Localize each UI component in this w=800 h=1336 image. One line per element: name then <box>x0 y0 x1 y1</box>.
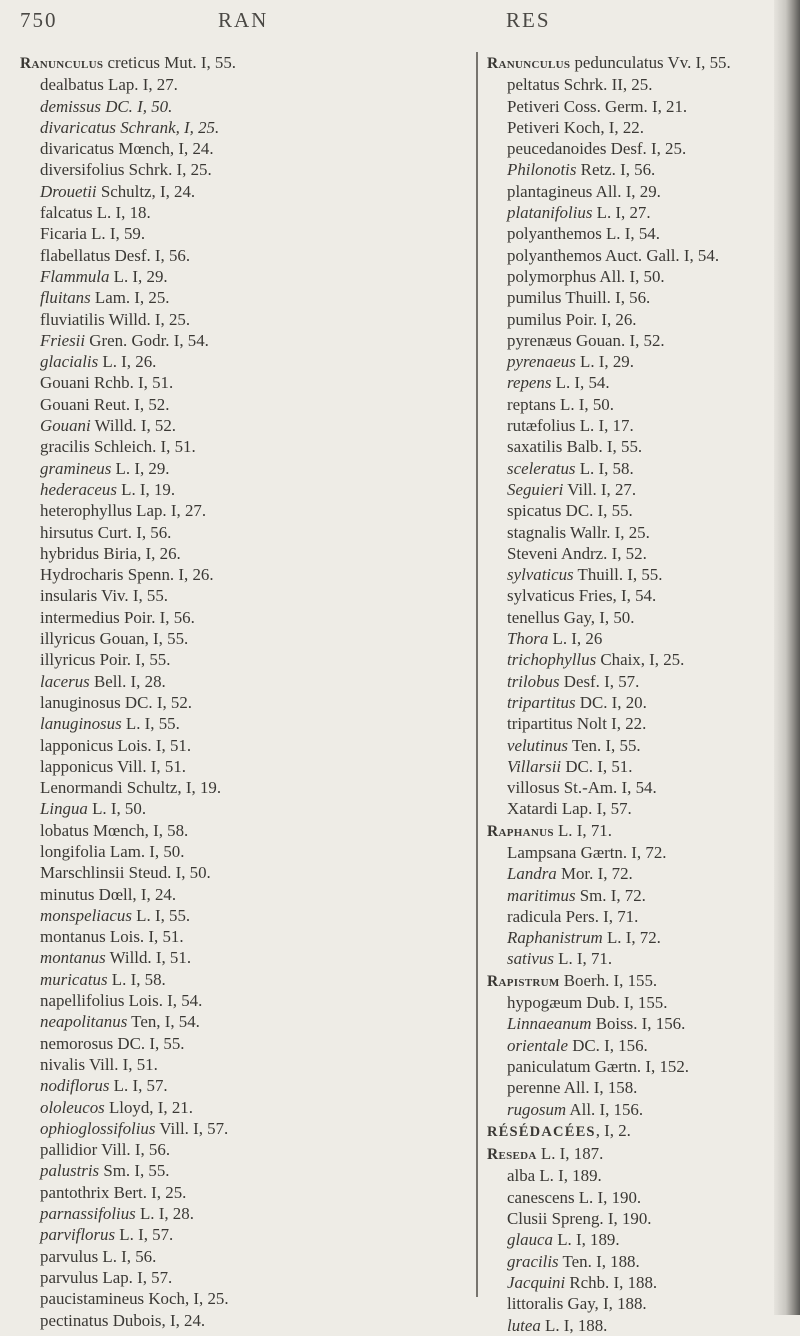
index-entry <box>20 777 420 798</box>
species-name-italic: repens <box>507 373 552 393</box>
species-name-italic: Landra <box>507 864 557 884</box>
index-entry <box>487 202 777 223</box>
species-name-italic: rugosum <box>507 1099 567 1119</box>
column-divider <box>476 52 478 1297</box>
index-entry <box>487 1077 777 1098</box>
species-name-italic: lanuginosus <box>40 714 122 734</box>
species-name-italic: nodiflorus <box>40 1076 110 1096</box>
entry-text: polyanthemos L. I, 54. <box>507 224 660 244</box>
species-name-italic: Philonotis <box>507 160 577 180</box>
species-name-italic: Flammula <box>40 266 110 286</box>
index-entry <box>20 287 420 308</box>
entry-text: Marschlinsii Steud. I, 50. <box>40 863 211 883</box>
entry-text: falcatus L. I, 18. <box>40 203 151 223</box>
species-name-italic: muricatus <box>40 969 108 989</box>
index-entry <box>20 947 420 968</box>
species-name-italic: pyrenaeus <box>507 352 576 372</box>
entry-text: Petiveri Koch, I, 22. <box>507 117 644 137</box>
species-name-italic: orientale <box>507 1035 568 1055</box>
index-entry <box>487 649 777 670</box>
entry-text: spicatus DC. I, 55. <box>507 501 633 521</box>
entry-text: canescens L. I, 190. <box>507 1187 642 1207</box>
index-entry <box>487 1143 777 1165</box>
entry-text: nemorosus DC. I, 55. <box>40 1033 185 1053</box>
left-running-head: RAN <box>218 8 269 32</box>
index-entry <box>487 479 777 500</box>
entry-text: intermedius Poir. I, 56. <box>40 607 195 627</box>
entry-text: pedunculatus Vv. I, 55. <box>570 53 731 72</box>
index-entry <box>487 52 777 74</box>
entry-text: L. I, 187. <box>536 1144 604 1164</box>
species-name-italic: Lingua <box>40 799 88 819</box>
entry-text: Boerh. I, 155. <box>559 970 658 990</box>
index-entry <box>487 1035 777 1056</box>
species-name-italic: parnassifolius <box>40 1204 136 1224</box>
species-name-italic: ophioglossifolius <box>40 1118 156 1138</box>
entry-text: L. I, 19. <box>116 479 176 499</box>
entry-text: Sm. I, 72. <box>575 885 646 905</box>
species-name-italic: Thora <box>507 629 549 649</box>
entry-text: hybridus Biria, I, 26. <box>40 543 181 563</box>
index-entry <box>20 990 420 1011</box>
index-entry <box>487 585 777 606</box>
index-entry <box>20 309 420 330</box>
entry-text: fluviatilis Willd. I, 25. <box>40 309 191 329</box>
entry-text: demissus DC. I, 50. <box>40 96 173 116</box>
entry-text: illyricus Poir. I, 55. <box>40 650 171 670</box>
index-entry <box>487 1293 777 1314</box>
species-name-italic: gramineus <box>40 458 112 478</box>
index-entry <box>20 500 420 521</box>
entry-text: Lam. I, 25. <box>90 288 170 308</box>
entry-text: lanuginosus DC. I, 52. <box>40 692 193 712</box>
entry-text: L. I, 26. <box>98 352 157 372</box>
species-name-italic: Seguieri <box>507 479 564 499</box>
entry-text: lapponicus Vill. I, 51. <box>40 756 186 776</box>
entry-text: reptans L. I, 50. <box>507 394 614 414</box>
index-entry <box>487 1187 777 1208</box>
entry-text: Ficaria L. I, 59. <box>40 224 146 244</box>
index-entry <box>487 458 777 479</box>
index-entry <box>20 74 420 95</box>
entry-text: Gouani Reut. I, 52. <box>40 394 170 414</box>
index-entry <box>20 372 420 393</box>
species-name-italic: sylvaticus <box>507 565 574 585</box>
species-name-italic: Raphanistrum <box>507 928 603 948</box>
entry-text: L. I, 29. <box>111 458 170 478</box>
species-name-italic: ololeucos <box>40 1097 105 1117</box>
entry-text: Vill. I, 27. <box>563 479 637 499</box>
entry-text: longifolia Lam. I, 50. <box>40 841 185 861</box>
index-entry <box>487 692 777 713</box>
index-entry <box>487 607 777 628</box>
entry-text: peltatus Schrk. II, 25. <box>507 75 653 95</box>
page-edge-shadow <box>774 0 800 1315</box>
index-entry <box>487 842 777 863</box>
index-entry <box>20 756 420 777</box>
entry-text: Lloyd, I, 21. <box>104 1097 193 1117</box>
index-entry <box>20 522 420 543</box>
index-entry <box>20 266 420 287</box>
index-entry <box>20 1203 420 1224</box>
entry-text: L. I, 29. <box>575 352 634 372</box>
index-entry <box>20 1288 420 1309</box>
index-column-left <box>20 52 420 1331</box>
species-name-italic: sceleratus <box>507 458 576 478</box>
index-entry <box>487 223 777 244</box>
right-running-head: RES <box>506 8 551 32</box>
entry-text: hypogæum Dub. I, 155. <box>507 993 668 1013</box>
entry-text: stagnalis Wallr. I, 25. <box>507 522 650 542</box>
entry-text: Ten, I, 54. <box>127 1012 200 1032</box>
entry-text: L. I, 27. <box>592 203 651 223</box>
species-name-italic: trilobus <box>507 671 560 691</box>
index-entry <box>487 927 777 948</box>
entry-text: pantothrix Bert. I, 25. <box>40 1182 187 1202</box>
index-entry <box>487 1229 777 1250</box>
entry-text: montanus Lois. I, 51. <box>40 927 184 947</box>
index-entry <box>20 223 420 244</box>
index-entry <box>20 926 420 947</box>
index-entry <box>487 266 777 287</box>
entry-text: divaricatus Mœnch, I, 24. <box>40 139 214 159</box>
family-name: RÉSÉDACÉES <box>487 1123 596 1140</box>
index-entry <box>487 351 777 372</box>
entry-text: heterophyllus Lap. I, 27. <box>40 501 207 521</box>
index-entry <box>20 607 420 628</box>
entry-text: L. I, 28. <box>135 1204 194 1224</box>
index-entry <box>20 1097 420 1118</box>
entry-text: L. I, 54. <box>551 373 610 393</box>
entry-text: L. I, 58. <box>107 969 166 989</box>
entry-text: L. I, 26 <box>548 629 603 649</box>
entry-text: littoralis Gay, I, 188. <box>507 1294 647 1314</box>
index-entry <box>487 309 777 330</box>
entry-text: Desf. I, 57. <box>559 671 640 691</box>
index-entry <box>487 1315 777 1336</box>
entry-text: Gouani Rchb. I, 51. <box>40 373 174 393</box>
species-name-italic: sativus <box>507 949 554 969</box>
entry-text: L. I, 57. <box>115 1225 174 1245</box>
index-entry <box>487 1099 777 1120</box>
index-entry <box>20 884 420 905</box>
entry-text: lapponicus Lois. I, 51. <box>40 735 192 755</box>
entry-text: diversifolius Schrk. I, 25. <box>40 160 212 180</box>
index-entry <box>487 1013 777 1034</box>
index-entry <box>487 181 777 202</box>
index-entry <box>487 245 777 266</box>
entry-text: Ten. I, 55. <box>567 735 641 755</box>
entry-text: Bell. I, 28. <box>89 671 166 691</box>
entry-text: Hydrocharis Spenn. I, 26. <box>40 565 214 585</box>
entry-text: Boiss. I, 156. <box>591 1014 686 1034</box>
species-name-italic: parviflorus <box>40 1225 116 1245</box>
entry-text: insularis Viv. I, 55. <box>40 586 169 606</box>
entry-text: L. I, 189. <box>552 1230 620 1250</box>
entry-text: Vill. I, 57. <box>155 1118 229 1138</box>
index-entry <box>20 905 420 926</box>
entry-text: Mor. I, 72. <box>556 864 633 884</box>
entry-text: lobatus Mœnch, I, 58. <box>40 820 189 840</box>
species-name-italic: platanifolius <box>507 203 593 223</box>
entry-text: DC. I, 20. <box>575 692 647 712</box>
species-name-italic: tripartitus <box>507 692 576 712</box>
entry-text: L. I, 55. <box>121 714 180 734</box>
species-name-italic: Linnaeanum <box>507 1014 592 1034</box>
genus-name: Ranunculus <box>487 55 571 72</box>
index-entry <box>20 1310 420 1331</box>
index-entry <box>20 1075 420 1096</box>
entry-text: Clusii Spreng. I, 190. <box>507 1209 652 1229</box>
index-entry <box>487 394 777 415</box>
index-entry <box>487 1251 777 1272</box>
index-entry <box>20 245 420 266</box>
index-entry <box>487 522 777 543</box>
species-name-italic: maritimus <box>507 885 576 905</box>
entry-text: rutæfolius L. I, 17. <box>507 416 634 436</box>
entry-text: L. I, 58. <box>575 458 634 478</box>
species-name-italic: hederaceus <box>40 479 117 499</box>
index-column-right <box>487 52 777 1336</box>
index-entry <box>20 1267 420 1288</box>
index-entry <box>487 756 777 777</box>
entry-text: paniculatum Gærtn. I, 152. <box>507 1056 690 1076</box>
entry-text: , I, 2. <box>595 1120 631 1140</box>
index-entry <box>487 671 777 692</box>
index-entry <box>487 1272 777 1293</box>
species-name-italic: glauca <box>507 1230 553 1250</box>
index-entry <box>20 436 420 457</box>
index-entry <box>20 1160 420 1181</box>
index-entry <box>20 159 420 180</box>
entry-text: hirsutus Curt. I, 56. <box>40 522 172 542</box>
species-name-italic: palustris <box>40 1161 100 1181</box>
index-entry <box>20 713 420 734</box>
entry-text: L. I, 71. <box>553 820 612 840</box>
index-entry <box>20 649 420 670</box>
running-header <box>0 8 800 38</box>
entry-text: Lenormandi Schultz, I, 19. <box>40 778 222 798</box>
index-entry <box>20 96 420 117</box>
index-entry <box>20 564 420 585</box>
entry-text: peucedanoides Desf. I, 25. <box>507 139 687 159</box>
index-entry <box>487 1056 777 1077</box>
index-entry <box>20 330 420 351</box>
index-entry <box>487 820 777 842</box>
species-name-italic: Jacquini <box>507 1272 566 1292</box>
index-entry <box>487 628 777 649</box>
index-entry <box>487 1208 777 1229</box>
entry-text: polymorphus All. I, 50. <box>507 266 665 286</box>
entry-text: tenellus Gay, I, 50. <box>507 607 635 627</box>
entry-text: polyanthemos Auct. Gall. I, 54. <box>507 245 720 265</box>
index-entry <box>487 543 777 564</box>
entry-text: Chaix, I, 25. <box>596 650 685 670</box>
index-entry <box>20 479 420 500</box>
index-entry <box>487 1165 777 1186</box>
index-entry <box>487 372 777 393</box>
index-entry <box>20 798 420 819</box>
index-entry <box>487 415 777 436</box>
entry-text: Schultz, I, 24. <box>96 181 196 201</box>
species-name-italic: velutinus <box>507 735 568 755</box>
index-entry <box>20 1118 420 1139</box>
index-entry <box>20 841 420 862</box>
entry-text: paucistamineus Koch, I, 25. <box>40 1289 229 1309</box>
species-name-italic: trichophyllus <box>507 650 597 670</box>
entry-text: pectinatus Dubois, I, 24. <box>40 1310 206 1330</box>
index-entry <box>20 1033 420 1054</box>
index-entry <box>487 436 777 457</box>
entry-text: flabellatus Desf. I, 56. <box>40 245 191 265</box>
index-entry <box>487 735 777 756</box>
entry-text: L. I, 50. <box>87 799 147 819</box>
entry-text: Thuill. I, 55. <box>573 565 663 585</box>
genus-name: Rapistrum <box>487 972 560 990</box>
index-entry <box>20 351 420 372</box>
species-name-italic: glacialis <box>40 352 99 372</box>
index-entry <box>487 287 777 308</box>
index-entry <box>20 202 420 223</box>
index-entry <box>487 713 777 734</box>
entry-text: pumilus Thuill. I, 56. <box>507 288 651 308</box>
genus-name: Reseda <box>487 1146 537 1164</box>
index-entry <box>487 885 777 906</box>
entry-text: L. I, 57. <box>109 1076 168 1096</box>
entry-text: Retz. I, 56. <box>576 160 656 180</box>
genus-name: Ranunculus <box>20 55 104 72</box>
entry-text: L. I, 71. <box>553 949 613 969</box>
entry-text: L. I, 55. <box>131 905 191 925</box>
index-entry <box>487 500 777 521</box>
entry-text: L. I, 29. <box>109 266 168 286</box>
index-entry <box>20 1054 420 1075</box>
index-entry <box>487 948 777 969</box>
entry-text: Willd. I, 52. <box>90 416 177 436</box>
entry-text: divaricatus Schrank, I, 25. <box>40 117 220 137</box>
entry-text: DC. I, 156. <box>567 1035 648 1055</box>
entry-text: DC. I, 51. <box>561 756 633 776</box>
species-name-italic: fluitans <box>40 288 91 308</box>
entry-text: minutus Dœll, I, 24. <box>40 884 177 904</box>
index-entry <box>20 862 420 883</box>
index-entry <box>20 735 420 756</box>
entry-text: Sm. I, 55. <box>99 1161 170 1181</box>
index-entry <box>20 394 420 415</box>
index-entry <box>20 1182 420 1203</box>
index-entry <box>20 628 420 649</box>
entry-text: parvulus Lap. I, 57. <box>40 1267 173 1287</box>
index-entry <box>487 564 777 585</box>
index-entry <box>487 74 777 95</box>
species-name-italic: Drouetii <box>40 181 97 201</box>
species-name-italic: montanus <box>40 948 106 968</box>
index-entry <box>20 117 420 138</box>
species-name-italic: monspeliacus <box>40 905 132 925</box>
entry-text: alba L. I, 189. <box>507 1166 602 1186</box>
index-entry <box>20 543 420 564</box>
entry-text: L. I, 72. <box>602 928 661 948</box>
index-entry <box>20 671 420 692</box>
entry-text: Willd. I, 51. <box>105 948 192 968</box>
entry-text: tripartitus Nolt I, 22. <box>507 714 647 734</box>
index-entry <box>20 415 420 436</box>
index-entry <box>20 181 420 202</box>
entry-text: nivalis Vill. I, 51. <box>40 1054 158 1074</box>
species-name-italic: neapolitanus <box>40 1012 128 1032</box>
index-entry <box>487 863 777 884</box>
entry-text: creticus Mut. I, 55. <box>103 53 237 72</box>
index-entry <box>487 96 777 117</box>
entry-text: Steveni Andrz. I, 52. <box>507 543 647 563</box>
entry-text: saxatilis Balb. I, 55. <box>507 437 643 457</box>
entry-text: gracilis Schleich. I, 51. <box>40 437 196 457</box>
index-entry <box>487 330 777 351</box>
index-entry <box>20 969 420 990</box>
species-name-italic: lutea <box>507 1315 541 1335</box>
index-entry <box>487 138 777 159</box>
entry-text: Ten. I, 188. <box>558 1251 640 1271</box>
entry-text: villosus St.-Am. I, 54. <box>507 778 657 798</box>
entry-text: perenne All. I, 158. <box>507 1078 638 1098</box>
entry-text: sylvaticus Fries, I, 54. <box>507 586 657 606</box>
entry-text: Petiveri Coss. Germ. I, 21. <box>507 96 688 116</box>
index-entry <box>487 798 777 819</box>
genus-name: Raphanus <box>487 822 554 840</box>
index-entry <box>20 692 420 713</box>
entry-text: illyricus Gouan, I, 55. <box>40 629 189 649</box>
index-entry <box>487 1120 777 1143</box>
page-number: 750 <box>20 8 58 32</box>
entry-text: Rchb. I, 188. <box>565 1272 658 1292</box>
index-entry <box>20 1011 420 1032</box>
species-name-italic: Villarsii <box>507 756 562 776</box>
species-name-italic: lacerus <box>40 671 90 691</box>
index-entry <box>487 117 777 138</box>
index-entry <box>487 159 777 180</box>
index-entry <box>20 138 420 159</box>
entry-text: dealbatus Lap. I, 27. <box>40 75 178 95</box>
index-entry <box>20 585 420 606</box>
index-entry <box>20 458 420 479</box>
entry-text: radicula Pers. I, 71. <box>507 906 639 926</box>
index-entry <box>487 992 777 1013</box>
index-entry <box>20 1224 420 1245</box>
index-entry <box>487 906 777 927</box>
index-entry <box>487 777 777 798</box>
entry-text: napellifolius Lois. I, 54. <box>40 991 203 1011</box>
index-entry <box>20 820 420 841</box>
entry-text: Lampsana Gærtn. I, 72. <box>507 842 667 862</box>
entry-text: All. I, 156. <box>566 1099 644 1119</box>
index-entry <box>20 52 420 74</box>
entry-text: Xatardi Lap. I, 57. <box>507 799 632 819</box>
index-entry <box>487 970 777 992</box>
species-name-italic: Friesii <box>40 330 86 350</box>
entry-text: pumilus Poir. I, 26. <box>507 309 637 329</box>
entry-text: L. I, 188. <box>540 1315 608 1335</box>
entry-text: plantagineus All. I, 29. <box>507 181 661 201</box>
species-name-italic: gracilis <box>507 1251 559 1271</box>
entry-text: Gren. Godr. I, 54. <box>85 330 209 350</box>
species-name-italic: Gouani <box>40 416 91 436</box>
entry-text: pyrenæus Gouan. I, 52. <box>507 330 665 350</box>
entry-text: pallidior Vill. I, 56. <box>40 1140 171 1160</box>
index-entry <box>20 1139 420 1160</box>
entry-text: parvulus L. I, 56. <box>40 1246 157 1266</box>
index-entry <box>20 1246 420 1267</box>
